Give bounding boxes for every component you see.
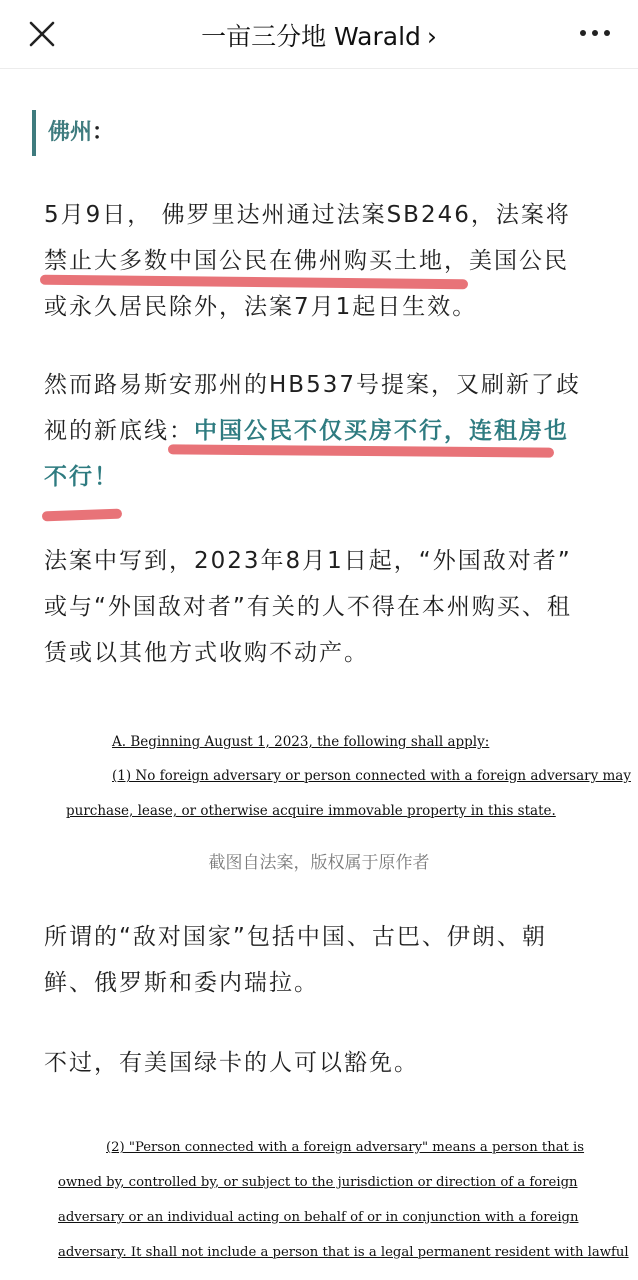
more-icon[interactable]	[580, 30, 610, 38]
section-title: 佛州	[48, 120, 93, 145]
highlighted-text: 中国公民不仅买房不行，连租房也	[194, 418, 569, 444]
legal-line: (1) No foreign adversary or person connected with a foreign adversary may	[112, 768, 631, 784]
legal-line: owned by, controlled by, or subject to the jurisdiction or direction of a foreign	[58, 1175, 578, 1190]
account-name: 一亩三分地 Warald	[201, 22, 421, 51]
section-colon: ：	[92, 120, 115, 145]
paragraph-bill-text	[44, 538, 604, 676]
text-line: 或与“外国敌对者”有关的人不得在本州购买、租	[44, 594, 572, 620]
legal-line: purchase, lease, or otherwise acquire immovable property in this state.	[66, 803, 556, 819]
text-line: 所谓的“敌对国家”包括中国、古巴、伊朗、朝	[44, 924, 547, 950]
text-line: 然而路易斯安那州的HB537号提案，又刷新了歧	[44, 372, 581, 398]
legal-line: A. Beginning August 1, 2023, the following shall apply:	[112, 734, 490, 750]
text-line: 不行！	[44, 464, 119, 490]
paragraph-florida	[44, 192, 604, 330]
section-heading	[32, 110, 114, 156]
legal-line: adversary or an individual acting on behalf of or in conjunction with a foreign	[58, 1210, 579, 1225]
account-title[interactable]	[0, 17, 638, 53]
image-caption: 截图自法案，版权属于原作者	[208, 853, 430, 873]
chevron-right-icon: ›	[426, 22, 437, 51]
paragraph-green-card	[44, 1040, 604, 1086]
paragraph-louisiana	[44, 362, 604, 500]
text-line: 不过，有美国绿卡的人可以豁免。	[44, 1050, 419, 1076]
legal-line: adversary. It shall not include a person that is a legal permanent resident with lawful	[58, 1245, 629, 1260]
red-underline	[42, 509, 122, 522]
text-line: 或永久居民除外，法案7月1起日生效。	[44, 294, 478, 320]
text-line: 禁止大多数中国公民在佛州购买土地，美国公民	[44, 248, 569, 274]
text-line: 法案中写到，2023年8月1日起，“外国敌对者”	[44, 548, 572, 574]
text-line: 视的新底线：中国公民不仅买房不行，连租房也	[44, 418, 569, 444]
underlined-text: 禁止大多数中国公民在佛州购买土地	[44, 248, 444, 274]
paragraph-adversary-countries	[44, 914, 604, 1006]
text-line: 5月9日， 佛罗里达州通过法案SB246，法案将	[44, 202, 571, 228]
text-line: 鲜、俄罗斯和委内瑞拉。	[44, 970, 319, 996]
text-line: 赁或以其他方式收购不动产。	[44, 640, 369, 666]
legal-line: (2) "Person connected with a foreign adversary" means a person that is	[106, 1140, 585, 1155]
top-bar	[0, 0, 638, 69]
